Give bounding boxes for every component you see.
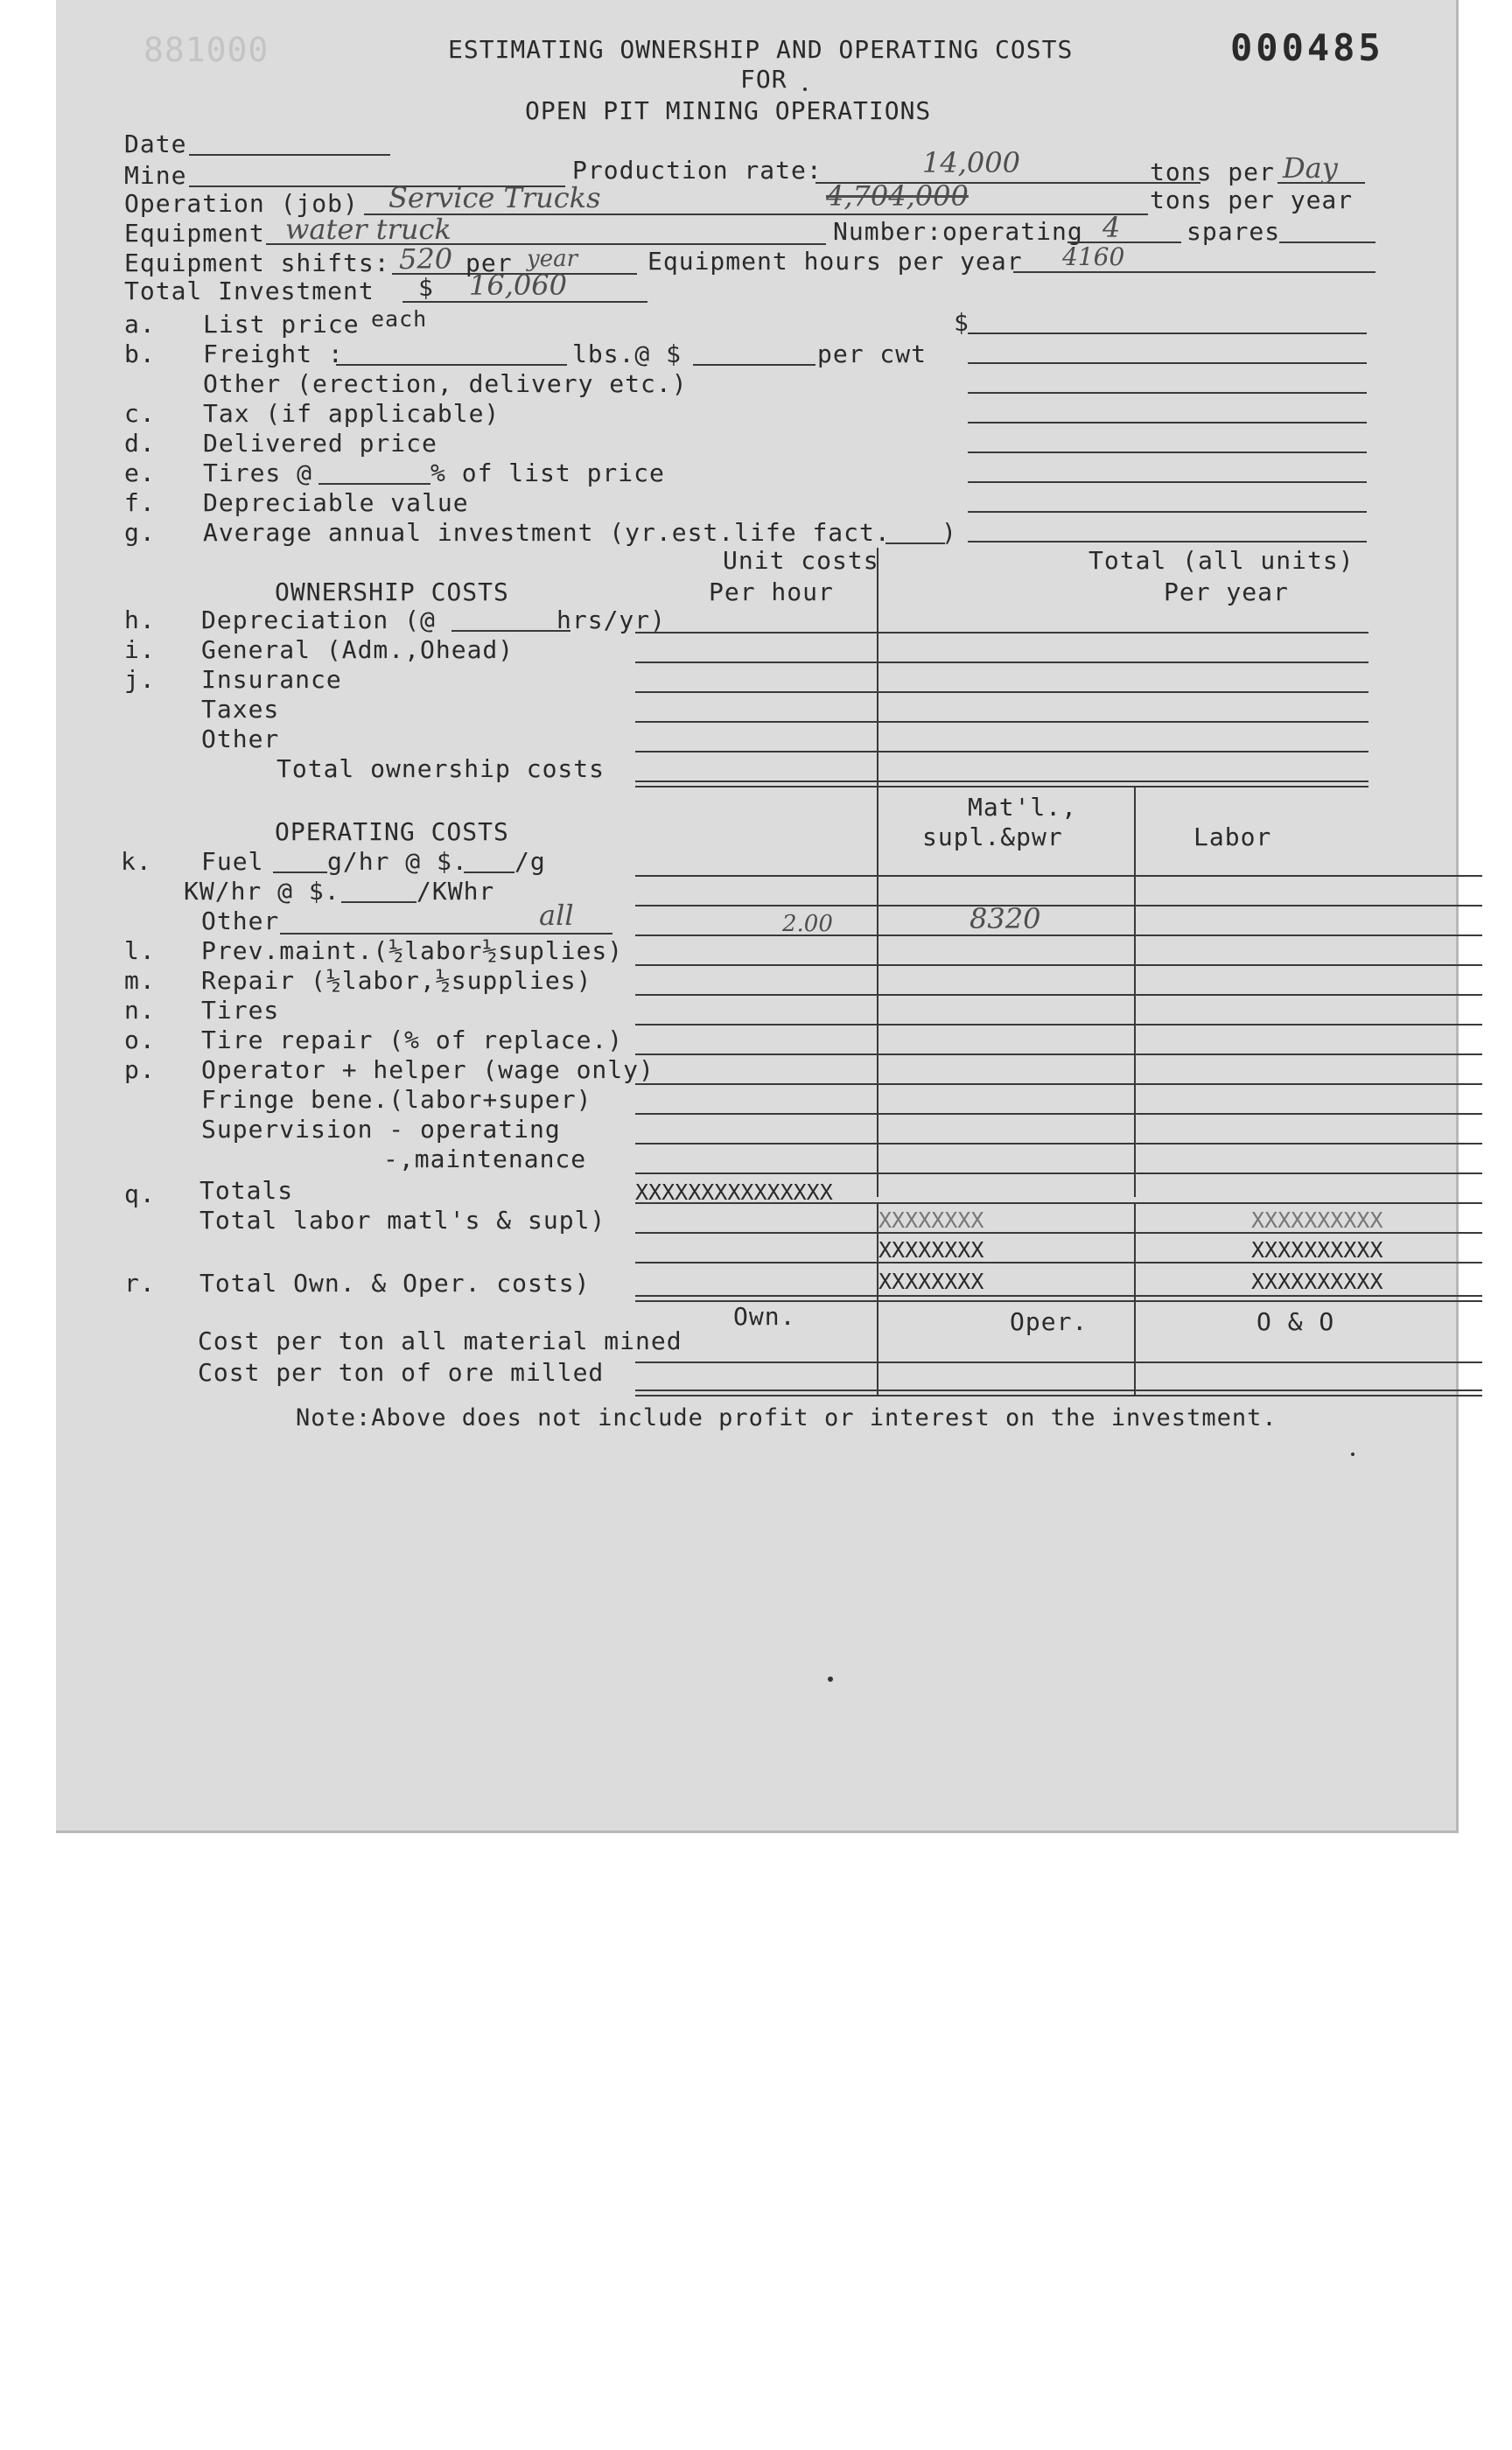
- row-n-letter: n.: [124, 996, 156, 1025]
- line-c-amount: [968, 422, 1367, 424]
- line-g-letter: g.: [124, 518, 156, 547]
- cost-mined-label: Cost per ton all material mined: [198, 1326, 682, 1355]
- kw-end: /KWhr: [416, 877, 495, 906]
- xxx-right-mid: XXXXXXXXXX: [1251, 1237, 1383, 1263]
- line-b-lbs-line: [336, 364, 567, 366]
- operating-divider-2: [1134, 786, 1136, 1197]
- line-b-mid1: lbs.@ $: [572, 340, 682, 368]
- total-investment-label: Total Investment: [124, 276, 374, 305]
- row-r-xxx-right: XXXXXXXXXX: [1251, 1269, 1383, 1294]
- shifts-per-unit: year: [527, 246, 578, 272]
- operating-divider-1: [877, 786, 878, 1197]
- row-other-line: [635, 751, 1368, 752]
- row-m-letter: m.: [124, 966, 156, 995]
- labor-matl-xxx-right: XXXXXXXXXX: [1251, 1208, 1383, 1233]
- production-rate-value: 14,000: [922, 146, 1020, 179]
- row-k-line: [635, 875, 1482, 877]
- cost-milled-line1: [635, 1390, 1482, 1391]
- row-r-line1: [635, 1295, 1482, 1297]
- row-r-xxx-oper: XXXXXXXX: [878, 1269, 984, 1294]
- fuel-gph-line: [273, 872, 327, 873]
- oper-label: Oper.: [1010, 1307, 1088, 1336]
- own-label: Own.: [733, 1302, 796, 1331]
- labor-matl-line: [635, 1232, 1482, 1234]
- row-other-label: Other: [201, 724, 280, 753]
- line-g-life-line: [886, 542, 945, 544]
- tons-per-year-line: [817, 214, 1148, 215]
- row-m-label: Repair (½labor,½supplies): [201, 966, 592, 995]
- row-j-line: [635, 691, 1368, 693]
- total-all-units-label: Total (all units): [1088, 546, 1354, 575]
- equipment-shifts-label: Equipment shifts:: [124, 248, 390, 277]
- row-r-label: Total Own. & Oper. costs): [200, 1269, 591, 1298]
- row-n-label: Tires: [201, 996, 280, 1025]
- spares-line: [1279, 242, 1376, 243]
- form-title-line1: ESTIMATING OWNERSHIP AND OPERATING COSTS: [448, 35, 1074, 64]
- line-b-amount: [968, 362, 1367, 364]
- per-year-label: Per year: [1164, 578, 1289, 606]
- row-h-hours-line: [452, 630, 570, 632]
- line-e-letter: e.: [124, 458, 156, 487]
- line-a-amount: [968, 332, 1367, 334]
- line-c-letter: c.: [124, 399, 156, 428]
- row-q-letter: q.: [124, 1180, 156, 1208]
- operating-costs-heading: OPERATING COSTS: [275, 817, 509, 846]
- line-f-amount: [968, 511, 1367, 513]
- o-and-o-label: O & O: [1256, 1307, 1335, 1336]
- row-maintenance-label: -,maintenance: [383, 1144, 587, 1173]
- row-k-letter: k.: [121, 847, 152, 876]
- line-f-letter: f.: [124, 488, 156, 517]
- mid-xxx-line: [635, 1262, 1482, 1264]
- kw-price-line: [341, 901, 416, 903]
- row-fringe-line: [635, 1113, 1482, 1115]
- tons-per-year-value: 4,704,000: [826, 179, 969, 213]
- row-supervision-line: [635, 1143, 1482, 1144]
- equipment-shifts-value: 520: [399, 242, 453, 276]
- kw-label: KW/hr @ $.: [184, 877, 340, 906]
- row-kw-line: [635, 905, 1482, 906]
- equipment-hours-value: 4160: [1062, 242, 1125, 271]
- row-n-line: [635, 1024, 1482, 1026]
- line-g-amount: [968, 541, 1367, 542]
- ownership-costs-heading: OWNERSHIP COSTS: [275, 578, 509, 606]
- row-h-letter: h.: [124, 606, 156, 634]
- speck: [1351, 1452, 1354, 1456]
- line-e-percent-line: [318, 483, 430, 485]
- row-j-label: Insurance: [201, 665, 342, 694]
- line-d-label: Delivered price: [203, 429, 438, 458]
- line-a-label: List price: [203, 310, 360, 339]
- speck: [803, 88, 807, 91]
- other-desc-value: all: [539, 899, 574, 932]
- spares-label: spares: [1186, 217, 1281, 246]
- form-title-line2: FOR: [740, 65, 788, 94]
- cost-milled-line2: [635, 1395, 1482, 1396]
- line-b-label: Freight :: [203, 340, 344, 368]
- other-desc-line: [280, 933, 612, 934]
- row-l-label: Prev.maint.(½labor½suplies): [201, 936, 624, 965]
- shifts-per-label: per: [466, 248, 513, 277]
- total-investment-value: 16,060: [469, 269, 567, 302]
- line-other-amount: [968, 392, 1367, 394]
- row-j-letter: j.: [124, 665, 156, 694]
- fuel-label: Fuel: [201, 847, 264, 876]
- line-other-label: Other (erection, delivery etc.): [203, 369, 688, 398]
- row-o-line: [635, 1054, 1482, 1055]
- row-i-line: [635, 662, 1368, 663]
- unit-costs-label: Unit costs: [723, 546, 879, 575]
- scanned-form-sheet: [56, 0, 1459, 1833]
- totals-divider-1: [877, 1202, 878, 1395]
- line-b-mid2: per cwt: [817, 340, 928, 368]
- row-m-line: [635, 994, 1482, 996]
- total-ownership-line1: [635, 780, 1368, 782]
- line-g-label: Average annual investment (yr.est.life fact.: [203, 518, 891, 547]
- equipment-hours-line: [1013, 271, 1376, 273]
- row-l-line: [635, 964, 1482, 966]
- total-investment-dollar: $: [418, 273, 434, 302]
- row-maintenance-line: [635, 1172, 1482, 1174]
- line-f-label: Depreciable value: [203, 488, 469, 517]
- row-p-label: Operator + helper (wage only): [201, 1055, 654, 1084]
- totals-divider-2: [1134, 1202, 1136, 1395]
- row-h-label: Depreciation (@: [201, 606, 436, 634]
- line-e-mid1: % of list price: [430, 458, 665, 487]
- number-operating-label: Number:operating: [833, 217, 1083, 246]
- row-o-letter: o.: [124, 1026, 156, 1054]
- fuel-price-line: [464, 872, 514, 873]
- other-label: Other: [201, 906, 280, 935]
- cost-milled-label: Cost per ton of ore milled: [198, 1358, 605, 1387]
- tons-per-year-label: tons per year: [1150, 186, 1354, 214]
- footnote: Note:Above does not include profit or interest on the investment.: [296, 1404, 1278, 1432]
- fuel-end: /g: [514, 847, 546, 876]
- line-e-label: Tires @: [203, 458, 313, 487]
- xxx-oper-mid: XXXXXXXX: [878, 1237, 984, 1263]
- matl-head-2: supl.&pwr: [922, 822, 1063, 851]
- row-o-label: Tire repair (% of replace.): [201, 1026, 624, 1054]
- row-p-letter: p.: [124, 1055, 156, 1084]
- line-a-letter: a.: [124, 310, 156, 339]
- line-c-label: Tax (if applicable): [203, 399, 500, 428]
- row-fringe-label: Fringe bene.(labor+super): [201, 1085, 592, 1114]
- row-p-line: [635, 1083, 1482, 1085]
- row-q-xxx: XXXXXXXXXXXXXXX: [635, 1180, 833, 1205]
- line-a-dollar: $: [954, 308, 970, 337]
- line-d-letter: d.: [124, 429, 156, 458]
- line-b-cwt-line: [693, 364, 816, 366]
- line-e-amount: [968, 481, 1367, 483]
- row-l-letter: l.: [124, 936, 156, 965]
- total-ownership-line2: [635, 786, 1368, 788]
- fuel-mid1: g/hr @ $.: [327, 847, 468, 876]
- ghost-number: 881000: [144, 31, 270, 69]
- other-per-hour-value: 2.00: [782, 911, 833, 937]
- form-title-line3: OPEN PIT MINING OPERATIONS: [525, 96, 932, 125]
- cost-mined-line: [635, 1362, 1482, 1363]
- equipment-hours-label: Equipment hours per year: [648, 247, 1023, 276]
- per-hour-label: Per hour: [709, 578, 834, 606]
- equipment-value: water truck: [285, 213, 452, 246]
- line-g-end: ): [942, 518, 957, 547]
- row-h-line: [635, 632, 1368, 634]
- date-line: [189, 154, 390, 156]
- row-h-tail: hrs/yr): [556, 606, 667, 634]
- document-number: 000485: [1230, 26, 1384, 69]
- equipment-label: Equipment: [124, 219, 265, 248]
- matl-head-1: Mat'l.,: [968, 793, 1078, 822]
- labor-matl-label: Total labor matl's & supl): [200, 1206, 606, 1235]
- row-q-line: [635, 1202, 1482, 1204]
- tons-per-label: tons per: [1150, 158, 1275, 186]
- speck: [828, 1676, 833, 1682]
- number-operating-value: 4: [1102, 211, 1121, 244]
- tons-per-unit: Day: [1283, 151, 1338, 185]
- date-label: Date: [124, 130, 187, 158]
- production-rate-label: Production rate:: [572, 156, 822, 185]
- row-i-letter: i.: [124, 635, 156, 664]
- operation-value: Service Trucks: [388, 181, 601, 214]
- labor-matl-xxx-oper: XXXXXXXX: [878, 1208, 984, 1233]
- line-a-note: each: [371, 306, 428, 332]
- total-ownership-label: Total ownership costs: [276, 754, 606, 783]
- operation-label: Operation (job): [124, 189, 359, 218]
- row-taxes-label: Taxes: [201, 695, 280, 724]
- row-other-op-line: [635, 934, 1482, 936]
- other-matl-value: 8320: [970, 902, 1041, 935]
- line-b-letter: b.: [124, 340, 156, 368]
- row-taxes-line: [635, 721, 1368, 723]
- line-d-amount: [968, 452, 1367, 453]
- row-r-letter: r.: [124, 1269, 156, 1298]
- row-q-label: Totals: [200, 1176, 294, 1205]
- mine-label: Mine: [124, 161, 187, 190]
- labor-head: Labor: [1194, 822, 1272, 851]
- row-supervision-label: Supervision - operating: [201, 1115, 561, 1144]
- row-i-label: General (Adm.,Ohead): [201, 635, 514, 664]
